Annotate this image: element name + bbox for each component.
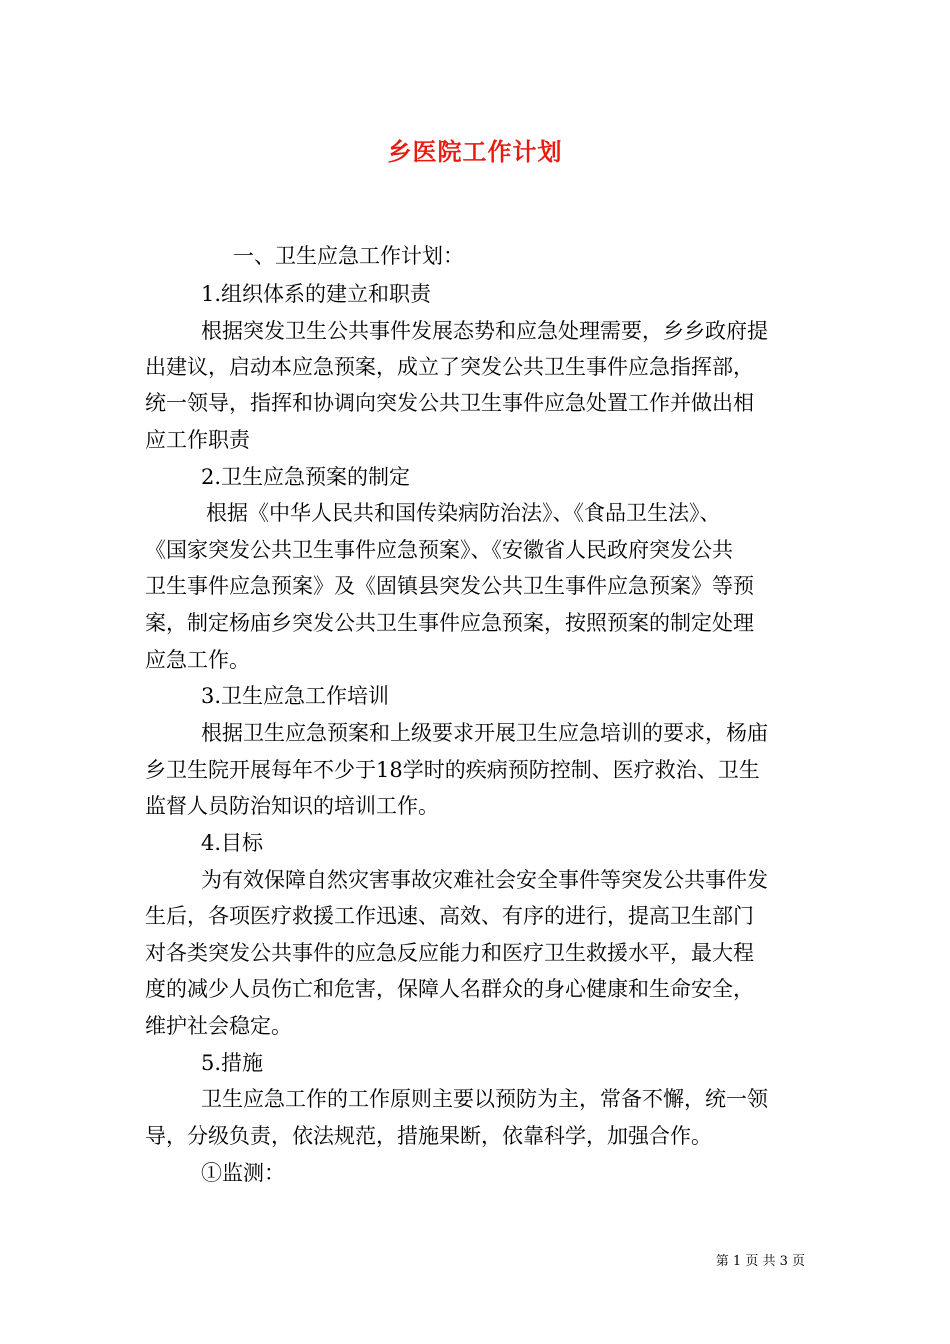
paragraph-line: 根据卫生应急预案和上级要求开展卫生应急培训的要求，杨庙 (201, 721, 768, 745)
paragraph-line: 根据《中华人民共和国传染病防治法》、《食品卫生法》、 (206, 501, 721, 525)
page-number: 第 1 页 共 3 页 (715, 1254, 805, 1269)
paragraph-line: 《国家突发公共卫生事件应急预案》、《安徽省人民政府突发公共 (145, 538, 733, 562)
document-title: 乡医院工作计划 (387, 137, 563, 166)
paragraph-line: 应工作职责 (145, 428, 250, 452)
paragraph-line: 卫生应急工作的工作原则主要以预防为主，常备不懈，统一领 (201, 1087, 768, 1111)
paragraph-line: 出建议，启动本应急预案，成立了突发公共卫生事件应急指挥部， (145, 355, 754, 379)
section-heading: 一、卫生应急工作计划： (233, 244, 464, 268)
subheading: 2.卫生应急预案的制定 (201, 465, 411, 489)
list-item: ①监测： (201, 1161, 285, 1185)
subheading: 3.卫生应急工作培训 (201, 684, 390, 708)
paragraph-line: 导，分级负责，依法规范，措施果断，依靠科学，加强合作。 (145, 1124, 712, 1148)
paragraph-line: 应急工作。 (145, 648, 250, 672)
paragraph-line: 根据突发卫生公共事件发展态势和应急处理需要，乡乡政府提 (201, 319, 768, 343)
paragraph-line: 对各类突发公共事件的应急反应能力和医疗卫生救援水平，最大程 (145, 941, 754, 965)
paragraph-line: 生后，各项医疗救援工作迅速、高效、有序的进行，提高卫生部门 (145, 904, 754, 928)
paragraph-line: 统一领导，指挥和协调向突发公共卫生事件应急处置工作并做出相 (145, 391, 754, 415)
subheading: 4.目标 (201, 831, 264, 855)
paragraph-line: 监督人员防治知识的培训工作。 (145, 794, 439, 818)
paragraph-line: 乡卫生院开展每年不少于18学时的疾病预防控制、医疗救治、卫生 (145, 758, 760, 782)
paragraph-line: 案，制定杨庙乡突发公共卫生事件应急预案，按照预案的制定处理 (145, 611, 754, 635)
paragraph-line: 卫生事件应急预案》及《固镇县突发公共卫生事件应急预案》等预 (145, 574, 754, 598)
subheading: 1.组织体系的建立和职责 (201, 282, 432, 306)
paragraph-line: 为有效保障自然灾害事故灾难社会安全事件等突发公共事件发 (201, 868, 768, 892)
paragraph-line: 度的减少人员伤亡和危害，保障人名群众的身心健康和生命安全， (145, 977, 754, 1001)
paragraph-line: 维护社会稳定。 (145, 1014, 292, 1038)
subheading: 5.措施 (201, 1051, 264, 1075)
